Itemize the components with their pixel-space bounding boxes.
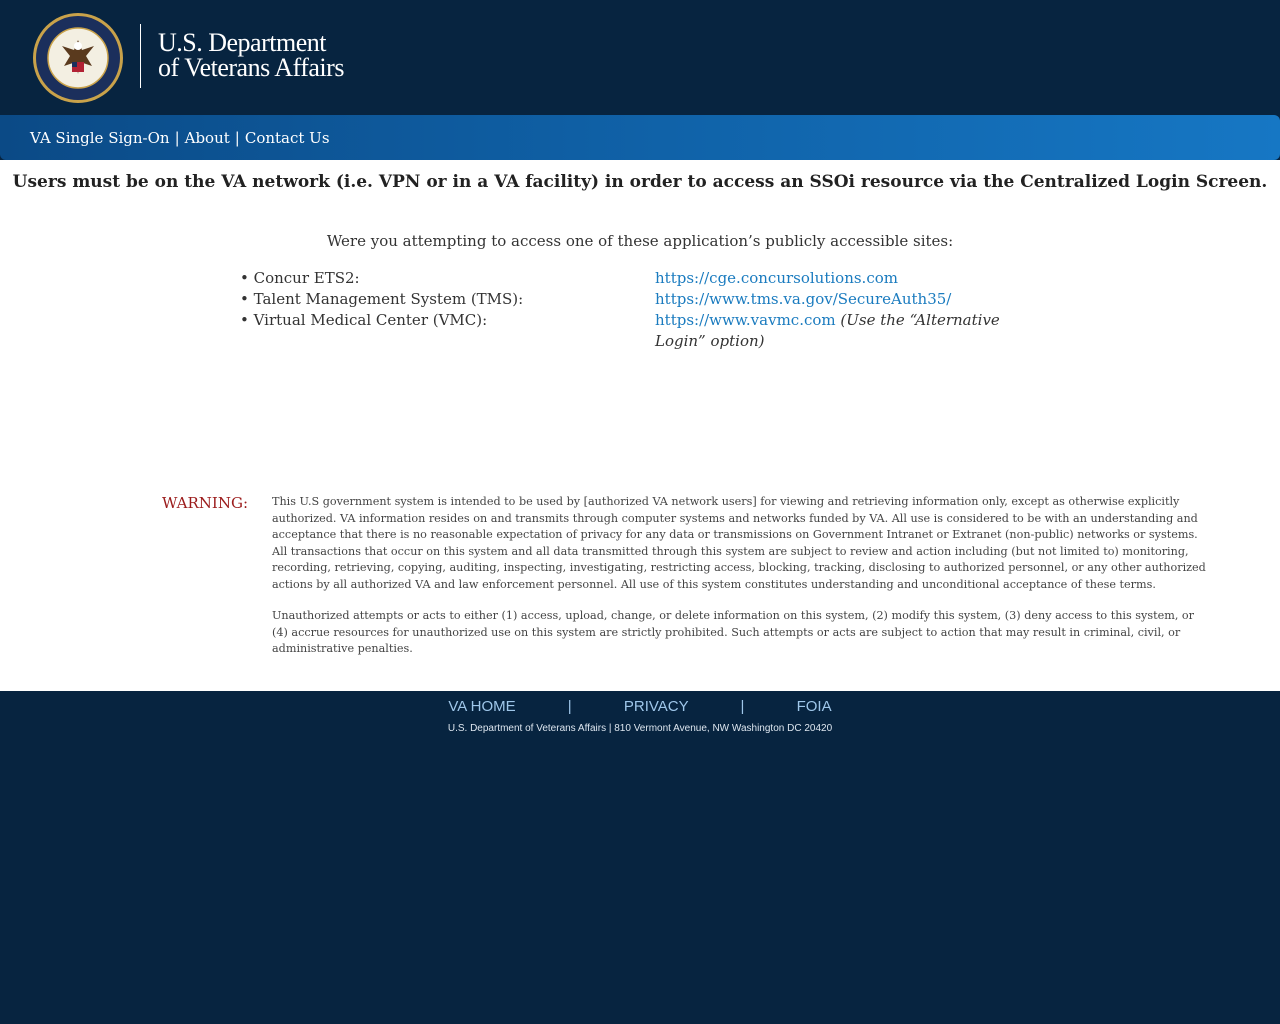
- footer-link-privacy[interactable]: PRIVACY: [623, 698, 689, 715]
- department-title-line2: of Veterans Affairs: [158, 53, 344, 82]
- department-title-line1: U.S. Department: [158, 28, 326, 57]
- public-sites-question: Were you attempting to access one of these application’s publicly accessible sites:: [326, 232, 954, 250]
- top-nav: [0, 115, 1280, 160]
- list-item: [240, 310, 1035, 352]
- site-name: • Talent Management System (TMS):: [240, 290, 524, 308]
- site-note: (Use the “Alternative Login” option): [655, 311, 1000, 350]
- site-link-concur[interactable]: https://cge.concursolutions.com: [655, 269, 898, 287]
- site-link-tms[interactable]: https://www.tms.va.gov/SecureAuth35/: [655, 290, 952, 308]
- footer-link-va-home[interactable]: VA HOME: [448, 698, 516, 715]
- warning-label: WARNING:: [162, 494, 249, 512]
- va-seal-icon[interactable]: [32, 12, 124, 104]
- department-title: [158, 30, 344, 80]
- site-name: • Concur ETS2:: [240, 269, 360, 287]
- site-name: • Virtual Medical Center (VMC):: [240, 311, 488, 329]
- site-link-vmc[interactable]: https://www.vavmc.com: [655, 311, 836, 329]
- footer-link-foia[interactable]: FOIA: [796, 698, 832, 715]
- warning-paragraph-2: Unauthorized attempts or acts to either (1) access, upload, change, or delete information on this system, (2) modify this system, (3) deny access to this system, or (4) accrue resources for unauthorized use on this system are strictly prohibited. Such attempts or acts are subject to action that may result in criminal, civil, or administrative penalties.: [272, 609, 1195, 655]
- footer-links: [0, 698, 1280, 715]
- network-notice: Users must be on the VA network (i.e. VPN or in a VA facility) in order to access an SSOi resource via the Centralized Login Screen.: [12, 172, 1268, 192]
- warning-paragraph-1: This U.S government system is intended to be used by [authorized VA network users] for viewing and retrieving information only, except as otherwise explicitly authorized. VA information resides on and transmits through computer systems and networks funded by VA. All use is considered to be with an understanding and acceptance that there is no reasonable expectation of privacy for any data or transmissions on Government Intranet or Extranet (non-public) networks or systems. All transactions that occur on this system and all data transmitted through this system are subject to review and action including (but not limited to) monitoring, recording, retrieving, copying, auditing, inspecting, investigating, restricting access, blocking, tracking, disclosing to authorized personnel, or any other authorized actions by all authorized VA and law enforcement personnel. All use of this system constitutes understanding and unconditional acceptance of these terms.: [272, 495, 1206, 591]
- footer-address: U.S. Department of Veterans Affairs | 810 Vermont Avenue, NW Washington DC 20420: [447, 723, 833, 734]
- main-content: [0, 160, 1280, 691]
- site-footer: [0, 691, 1280, 734]
- warning-text: [272, 494, 1207, 673]
- list-item: [240, 289, 1035, 310]
- header-divider: [140, 24, 141, 88]
- footer-separator: |: [740, 698, 745, 715]
- public-sites-list: [240, 268, 1035, 352]
- nav-separator: |: [234, 128, 240, 147]
- nav-separator: |: [174, 128, 180, 147]
- nav-item-sso[interactable]: VA Single Sign-On: [30, 128, 170, 147]
- nav-item-contact[interactable]: Contact Us: [244, 128, 330, 147]
- list-item: [240, 268, 1035, 289]
- footer-separator: |: [567, 698, 572, 715]
- site-header: [0, 0, 1280, 115]
- nav-item-about[interactable]: About: [184, 128, 230, 147]
